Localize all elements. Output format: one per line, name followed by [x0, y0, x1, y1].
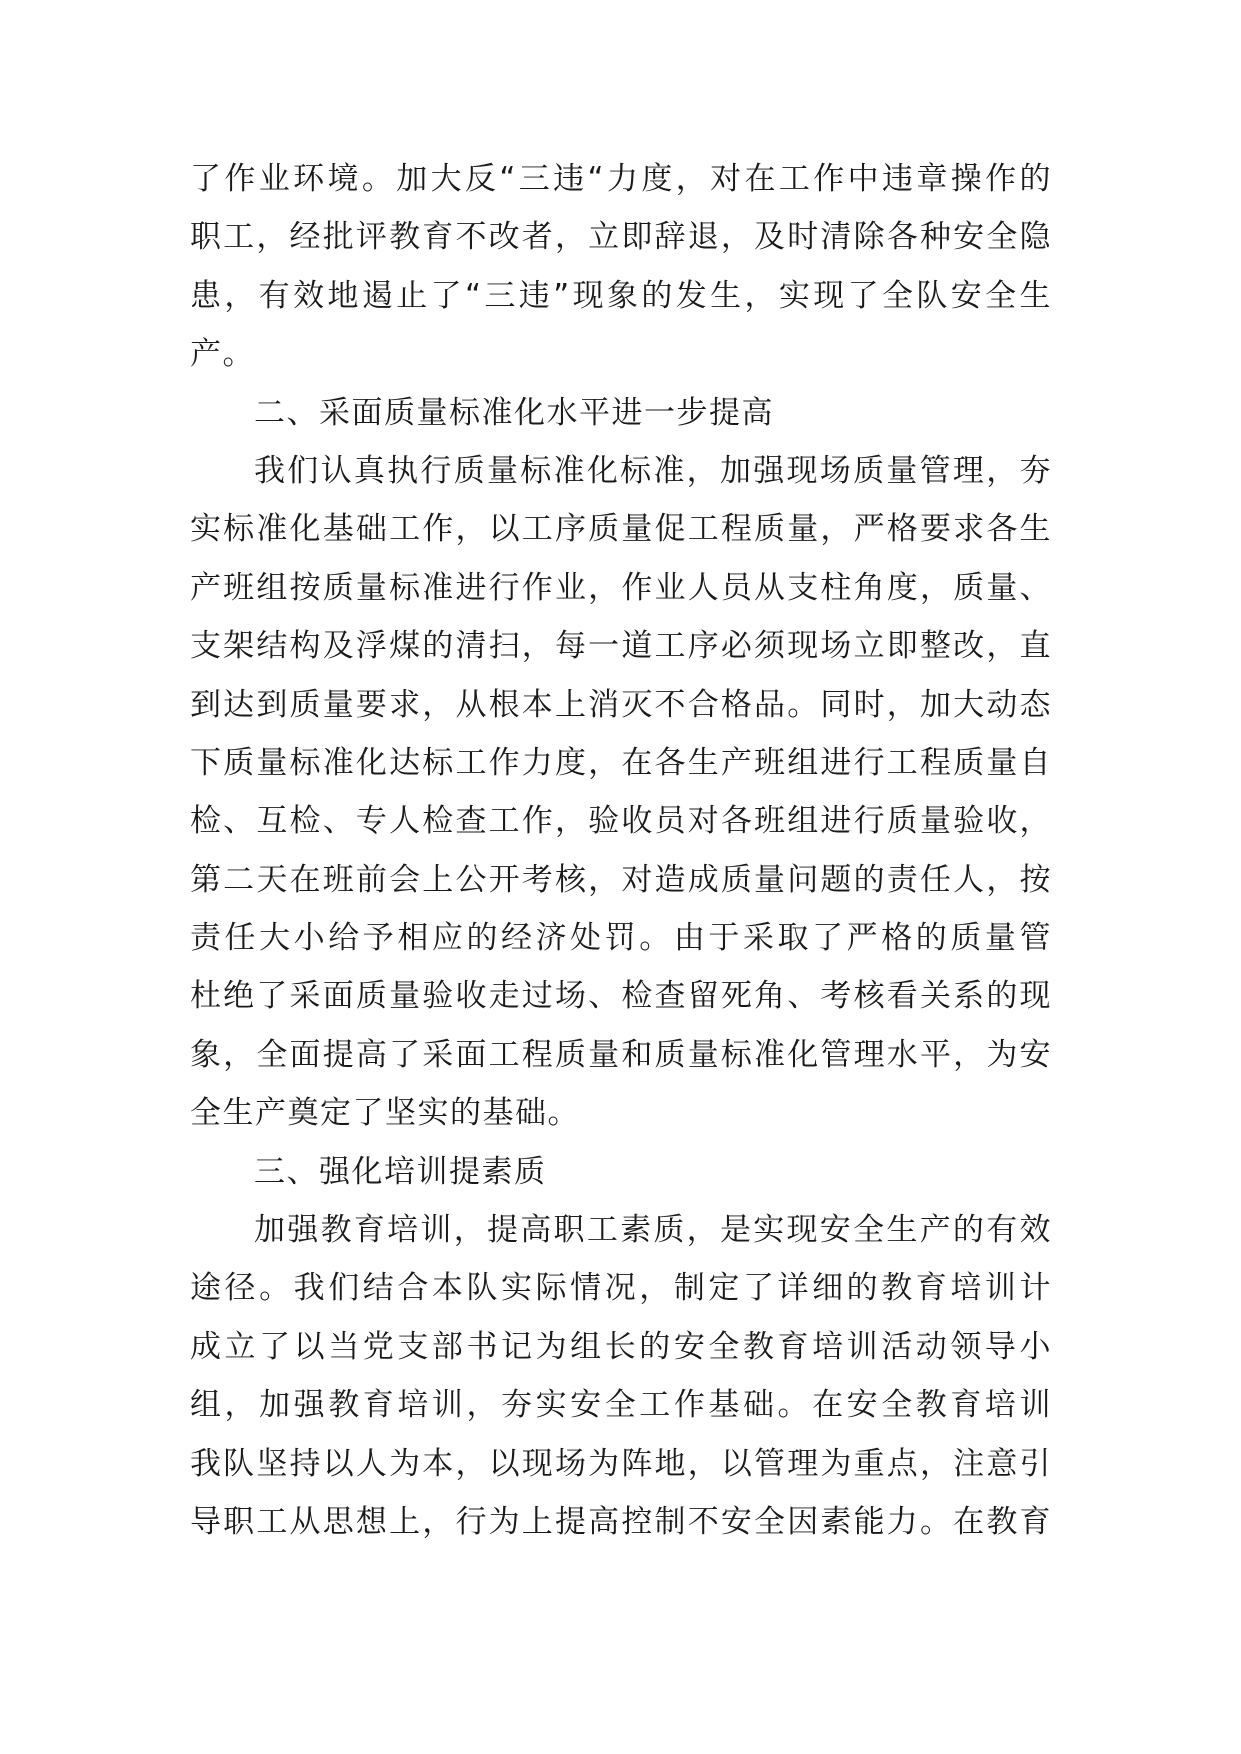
section-heading: 二、采面质量标准化水平进一步提高: [254, 394, 774, 431]
text-line: 杜绝了采面质量验收走过场、检查留死角、考核看关系的现: [190, 978, 1052, 1015]
text-line: 象，全面提高了采面工程质量和质量标准化管理水平，为安: [190, 1036, 1052, 1073]
text-line: 患，有效地遏止了“三违”现象的发生，实现了全队安全生: [190, 277, 1052, 314]
text-line: 途径。我们结合本队实际情况，制定了详细的教育培训计: [190, 1270, 1052, 1307]
text-line: 组，加强教育培训，夯实安全工作基础。在安全教育培训: [190, 1387, 1052, 1424]
text-line: 导职工从思想上，行为上提高控制不安全因素能力。在教育: [190, 1503, 1052, 1540]
text-line: 下质量标准化达标工作力度，在各生产班组进行工程质量自: [190, 744, 1052, 781]
text-line: 支架结构及浮煤的清扫，每一道工序必须现场立即整改，直: [190, 628, 1052, 665]
text-line: 责任大小给予相应的经济处罚。由于采取了严格的质量管: [190, 920, 1052, 957]
text-line: 产班组按质量标准进行作业，作业人员从支柱角度，质量、: [190, 569, 1052, 606]
text-line: 检、互检、专人检查工作，验收员对各班组进行质量验收，: [190, 803, 1052, 840]
document-body: [190, 150, 1052, 1551]
text-line: 到达到质量要求，从根本上消灭不合格品。同时，加大动态: [190, 686, 1052, 723]
text-line: 产。: [190, 336, 255, 373]
text-line: 我们认真执行质量标准化标准，加强现场质量管理，夯: [254, 452, 1052, 489]
text-line: 成立了以当党支部书记为组长的安全教育培训活动领导小: [190, 1328, 1052, 1365]
text-line: 实标准化基础工作，以工序质量促工程质量，严格要求各生: [190, 511, 1052, 548]
text-line: 加强教育培训，提高职工素质，是实现安全生产的有效: [254, 1212, 1052, 1249]
text-line: 职工，经批评教育不改者，立即辞退，及时清除各种安全隐: [190, 219, 1052, 256]
text-line: 第二天在班前会上公开考核，对造成质量问题的责任人，按: [190, 861, 1052, 898]
text-line: 了作业环境。加大反“三违“力度，对在工作中违章操作的: [190, 161, 1052, 197]
text-line: 全生产奠定了坚实的基础。: [190, 1095, 580, 1132]
section-heading: 三、强化培训提素质: [254, 1153, 547, 1190]
text-line: 我队坚持以人为本，以现场为阵地，以管理为重点，注意引: [190, 1445, 1052, 1482]
